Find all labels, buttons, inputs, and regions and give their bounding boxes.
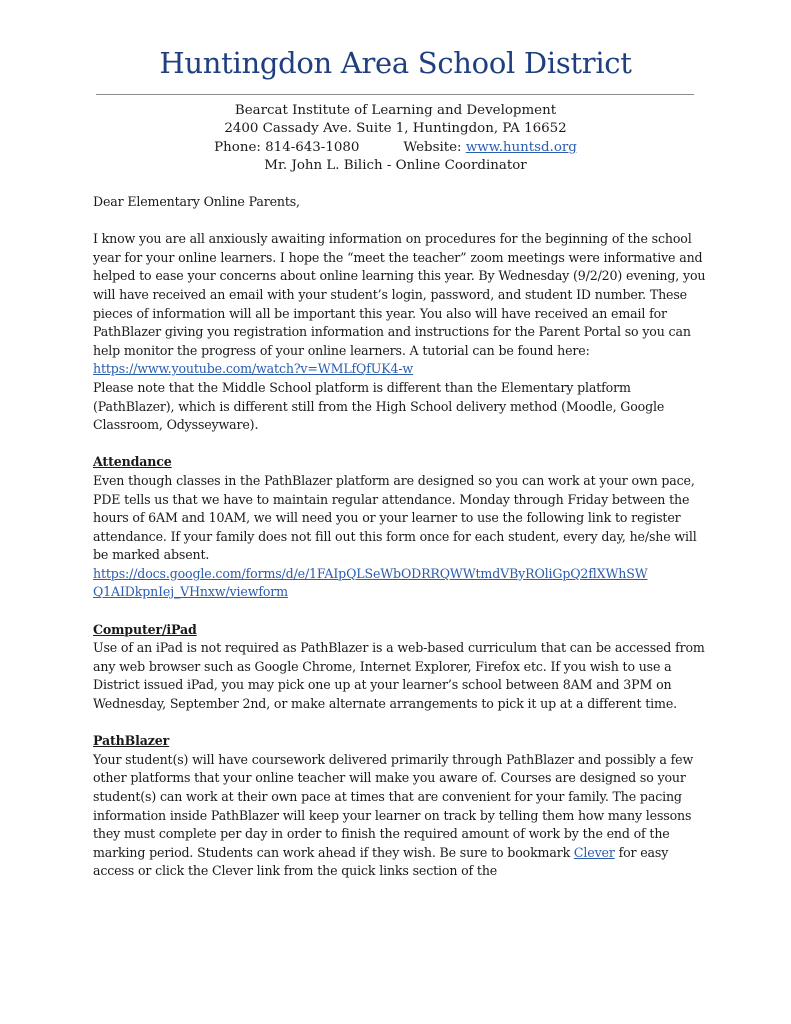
letter-body — [93, 193, 713, 881]
address: 2400 Cassady Ave. Suite 1, Huntingdon, PA 16652 — [224, 121, 567, 137]
computer-paragraph: Use of an iPad is not required as PathBlazer is a web-based curriculum that can be accessed from any web browser such as Google Chrome, Internet Explorer, Firefox etc. If you wish to use a District issued iPad, you may pick one up at your learner’s school between 8AM and 3PM on Wednesday, September 2nd, or make alternate arrangements to pick it up at a different time. — [93, 640, 705, 712]
attendance-heading: Attendance — [93, 454, 172, 470]
pathblazer-paragraph — [93, 751, 713, 881]
letterhead — [0, 102, 791, 176]
clever-link[interactable]: Clever — [573, 844, 615, 860]
coordinator: Mr. John L. Bilich - Online Coordinator — [264, 158, 527, 174]
pathblazer-text: Your student(s) will have coursework delivered primarily through PathBlazer and possibly a few other platforms that your online teacher will make you aware of. Courses are designed so your student(s) can work at their own pace at times that are convenient for your family. The pacing information inside PathBlazer will keep your learner on track by telling them how many lessons they must complete per day in order to finish the required amount of work by the end of the marking period. Students can work ahead if they wish. Be sure to bookmark — [93, 751, 694, 860]
website-label: Website: — [403, 139, 466, 155]
attendance-form-link[interactable]: https://docs.google.com/forms/d/e/1FAIpQLSeWbODRRQWWtmdVByROliGpQ2flXWhSW — [93, 565, 648, 581]
attendance-paragraph — [93, 472, 713, 602]
attendance-text: Even though classes in the PathBlazer platform are designed so you can work at your own pace, PDE tells us that we have to maintain regular attendance. Monday through Friday between the hours of 6AM and 10AM, we will need you or your learner to use the following link to register attendance. If your family does not fill out this form once for each student, every day, he/she will be marked absent. — [93, 472, 697, 563]
website-link[interactable]: www.huntsd.org — [465, 139, 577, 155]
pathblazer-text-end: for easy access or click the Clever link from the quick links section of the — [93, 844, 669, 879]
pathblazer-heading: PathBlazer — [93, 733, 170, 749]
salutation: Dear Elementary Online Parents, — [93, 194, 300, 209]
institute-name: Bearcat Institute of Learning and Development — [234, 103, 557, 118]
header-divider — [96, 94, 694, 95]
computer-heading: Computer/iPad — [93, 621, 197, 637]
district-title: Huntingdon Area School District — [159, 46, 632, 80]
intro-text: I know you are all anxiously awaiting information on procedures for the beginning of the school year for your online learners. I hope the “meet the teacher” zoom meetings were informative and helped to ease your concerns about online learning this year. By Wednesday (9/2/20) evening, you will have received an email with your student’s login, password, and student ID number. These pieces of information will all be important this year. You also will have received an email for PathBlazer giving you registration information and instructions for the Parent Portal so you can help monitor the progress of your online learners. A tutorial can be found here: — [93, 231, 706, 358]
intro-paragraph — [93, 230, 713, 435]
phone: Phone: 814-643-1080 — [214, 139, 360, 155]
intro-note: Please note that the Middle School platform is different than the Elementary platform (PathBlazer), which is different still from the High School delivery method (Moodle, Google Classroom, Odysseyware). — [93, 379, 665, 433]
attendance-form-link-continued[interactable]: Q1AIDkpnIej_VHnxw/viewform — [93, 584, 288, 600]
contact-line — [0, 139, 791, 157]
tutorial-link[interactable]: https://www.youtube.com/watch?v=WMLfQfUK4-w — [93, 361, 414, 377]
